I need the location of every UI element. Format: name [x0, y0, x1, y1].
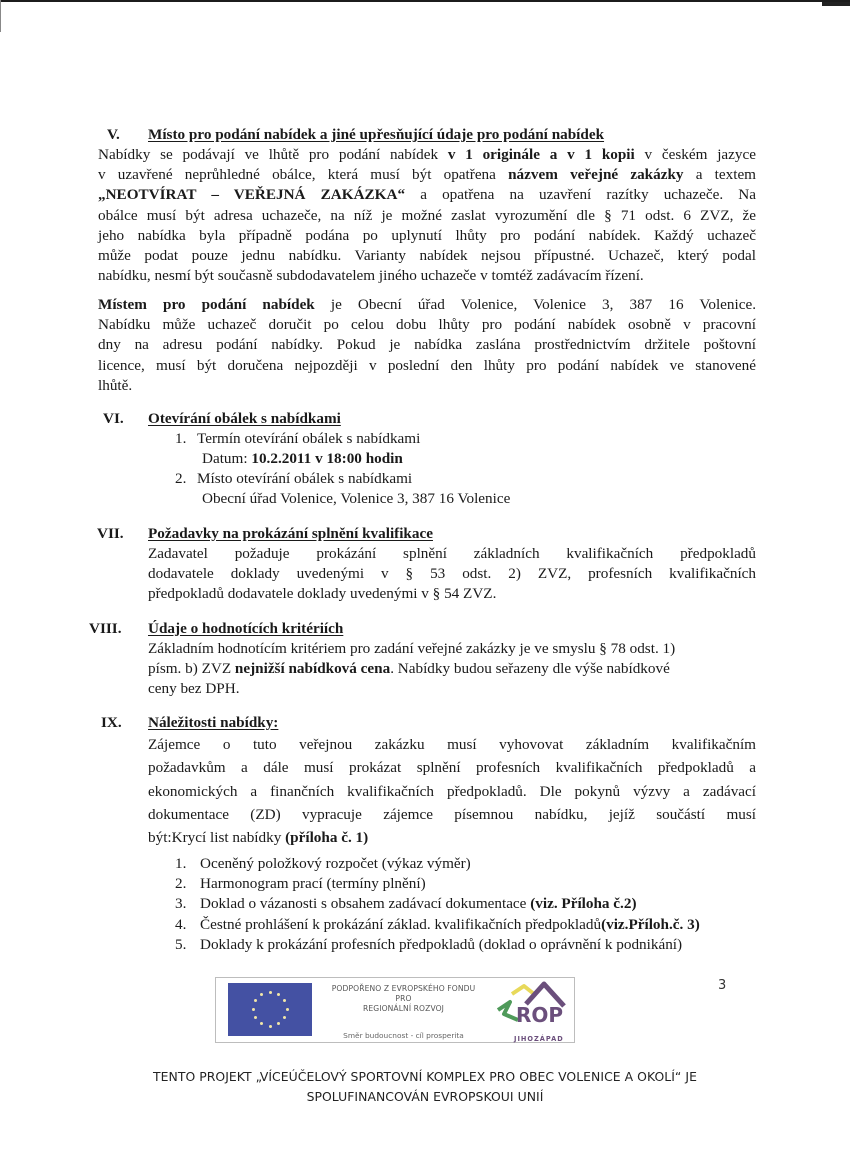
item-text: Termín otevírání obálek s nabídkami [197, 430, 421, 447]
text: dodavatele doklady uvedenými v § 53 odst. 2) ZVZ, profesních kvalifikačních [148, 565, 756, 583]
text: Čestné prohlášení k prokázání základ. kvalifikačních předpokladů [200, 915, 602, 933]
text: lhůtě. [98, 376, 133, 394]
text: a textem [683, 166, 756, 184]
item-number: 2. [175, 875, 187, 893]
eu-star-icon [283, 1016, 286, 1019]
list-item [175, 894, 765, 914]
footer-line-2: SPOLUFINANCOVÁN EVROPSKOUI UNIÍ [306, 1089, 544, 1104]
item-number: 3. [175, 895, 187, 913]
item-text [200, 874, 426, 894]
section-number: V. [107, 126, 120, 143]
item-number: 4. [175, 915, 187, 933]
list-item [175, 469, 413, 489]
eu-star-icon [260, 1022, 263, 1025]
section-title: Požadavky na prokázání splnění kvalifikace [148, 525, 433, 542]
list-item [175, 915, 765, 935]
section-title: Údaje o hodnotících kritériích [148, 620, 344, 637]
text: ceny bez DPH. [148, 680, 240, 698]
text: Nabídky se podávají ve lhůtě pro podání nabídek [98, 146, 448, 163]
text: požadavkům a dále musí prokázat splnění profesních kvalifikačních předpokladů a [148, 759, 756, 777]
date-value: 10.2.2011 v 18:00 hodin [251, 450, 403, 467]
text: licence, musí být doručena nejpozději v poslední den lhůty pro podání nabídek ve stanovené [98, 356, 756, 374]
section-number: VIII. [89, 620, 122, 637]
text: v uzavřené neprůhledné obálce, která musí být opatřena [98, 166, 509, 184]
text-line [148, 679, 756, 699]
text: může podat pouze jednu nabídku. Varianty nabídek nejsou přípustné. Uchazeč, který podal [98, 247, 756, 265]
eu-star-icon [269, 1025, 272, 1028]
eu-star-icon [254, 999, 257, 1002]
bold-text: (viz.Příloh.č. 3) [601, 915, 700, 933]
fund-motto: Směr budoucnost - cíl prosperita [343, 1031, 464, 1040]
section-number: VII. [97, 525, 124, 542]
text-line [148, 659, 756, 679]
text: Doklady k prokázání profesních předpokladů (doklad o oprávnění k podnikání) [200, 935, 683, 953]
required-documents-list [175, 854, 765, 955]
text-line [148, 564, 756, 584]
eu-star-icon [283, 999, 286, 1002]
opening-place: Obecní úřad Volenice, Volenice 3, 387 16 Volenice [202, 490, 511, 507]
text-line [98, 335, 756, 355]
text: Nabídku může uchazeč doručit po celou dobu lhůty pro podání nabídek osobně v pracovní [98, 316, 756, 334]
top-border-tab [822, 2, 850, 6]
section-title: Místo pro podání nabídek a jiné upřesňující údaje pro podání nabídek [148, 126, 605, 143]
text: Základním hodnotícím kritériem pro zadání veřejné zakázky je ve smyslu § 78 odst. 1) [148, 640, 676, 657]
text-line [98, 165, 756, 185]
item-number: 5. [175, 935, 187, 953]
text-line [148, 733, 756, 756]
text: jeho nabídka byla případně podána po uplynutí lhůty pro podání nabídek. Každý uchazeč [98, 226, 756, 244]
eu-star-icon [254, 1016, 257, 1019]
section-number: VI. [103, 410, 124, 427]
item-text: Místo otevírání obálek s nabídkami [197, 470, 413, 487]
section-viii-paragraph [148, 639, 756, 700]
section-vii-paragraph [148, 544, 756, 605]
fund-text [316, 984, 491, 1014]
bold-text: v 1 originále a v 1 kopii [447, 146, 635, 163]
eu-star-icon [269, 991, 272, 994]
text-line [148, 584, 756, 604]
section-title: Náležitosti nabídky: [148, 714, 279, 731]
date-label: Datum: [202, 450, 252, 467]
text: . Nabídky budou seřazeny dle výše nabídkové [390, 660, 670, 678]
list-item [175, 429, 421, 449]
text: Harmonogram prací (termíny plnění) [200, 875, 426, 893]
rop-word: ROP [516, 1003, 564, 1027]
text-line [98, 226, 756, 246]
text: být:Krycí list nabídky [148, 829, 286, 847]
item-text [200, 854, 471, 874]
list-item [175, 874, 765, 894]
text: předpokladů dodavatele doklady uvedenými v § 54 ZVZ. [148, 585, 497, 603]
text-line [98, 376, 756, 396]
item-number: 1. [175, 855, 187, 872]
text: v českém jazyce [634, 146, 756, 163]
eu-star-icon [260, 993, 263, 996]
fund-line: PODPOŘENO Z EVROPSKÉHO FONDU [331, 984, 476, 993]
text: Doklad o vázanosti s obsahem zadávací dokumentace [200, 895, 531, 913]
text-line [98, 356, 756, 376]
text-line [148, 826, 756, 849]
section-ix-paragraph [148, 733, 756, 849]
text-line [148, 756, 756, 779]
section-v-paragraph-1 [98, 145, 756, 286]
text: je Obecní úřad Volenice, Volenice 3, 387 16 Volenice. [314, 296, 756, 313]
fund-line: PRO [395, 994, 412, 1003]
text: Zadavatel požaduje prokázání splnění základních kvalifikačních předpokladů [148, 545, 756, 562]
rop-subtitle: JIHOZÁPAD [514, 1035, 564, 1043]
section-number: IX. [101, 714, 122, 731]
text-line [98, 206, 756, 226]
text: nabídku, nesmí být současně subdodavatelem jiného uchazeče v tomtéž zadávacím řízení. [98, 267, 644, 285]
text-line [98, 185, 756, 205]
item-text [200, 935, 682, 955]
funding-logos-banner [215, 977, 575, 1043]
text: Zájemce o tuto veřejnou zakázku musí vyhovovat základním kvalifikačním [148, 736, 756, 753]
text: dokumentace (ZD) vypracuje zájemce písemnou nabídku, jejíž součástí musí [148, 805, 756, 823]
text-line [98, 145, 756, 165]
item-text [200, 915, 700, 935]
bold-text: nejnižší nabídková cena [234, 660, 391, 678]
eu-flag-icon [228, 983, 312, 1036]
page-number: 3 [718, 978, 727, 993]
section-title: Otevírání obálek s nabídkami [148, 410, 341, 427]
text-line [148, 544, 756, 564]
bold-text: „NEOTVÍRAT – VEŘEJNÁ ZAKÁZKA“ [98, 186, 406, 204]
bold-text: (příloha č. 1) [285, 829, 369, 847]
eu-star-icon [277, 993, 280, 996]
scan-left-edge [0, 0, 1, 32]
fund-line: REGIONÁLNÍ ROZVOJ [362, 1004, 445, 1013]
text: ekonomických a finančních kvalifikačních předpokladů. Dle pokynů výzvy a zadávací [148, 782, 756, 800]
top-border-line [0, 0, 850, 2]
item-number: 1. [175, 430, 187, 447]
text-line [98, 295, 756, 315]
item-text [200, 894, 637, 914]
eu-star-icon [252, 1008, 255, 1011]
item-number: 2. [175, 470, 187, 487]
bold-text: Místem pro podání nabídek [98, 296, 315, 313]
text-line [148, 780, 756, 803]
list-item [175, 854, 765, 874]
text: dny na adresu podání nabídky. Pokud je nabídka zaslána prostřednictvím držitele poštovní [98, 336, 756, 354]
eu-star-icon [286, 1008, 289, 1011]
text-line [98, 315, 756, 335]
text: obálce musí být adresa uchazeče, na níž je možné zaslat vyrozumění dle § 71 odst. 6 ZVZ, že [98, 206, 756, 224]
bold-text: názvem veřejné zakázky [508, 166, 684, 184]
text-line [148, 639, 756, 659]
eu-star-icon [277, 1022, 280, 1025]
text-line [98, 246, 756, 266]
opening-date [202, 449, 403, 469]
list-item [175, 935, 765, 955]
text-line [98, 266, 756, 286]
section-v-paragraph-2 [98, 295, 756, 396]
text-line [148, 803, 756, 826]
text: písm. b) ZVZ [148, 660, 235, 678]
footer-line-1: TENTO PROJEKT „VÍCEÚČELOVÝ SPORTOVNÍ KOMPLEX PRO OBEC VOLENICE A OKOLÍ“ JE [153, 1069, 697, 1084]
text: a opatřena na uzavření razítky uchazeče. Na [405, 186, 756, 204]
bold-text: (viz. Příloha č.2) [530, 895, 637, 913]
text: Oceněný položkový rozpočet (výkaz výměr) [200, 855, 471, 872]
